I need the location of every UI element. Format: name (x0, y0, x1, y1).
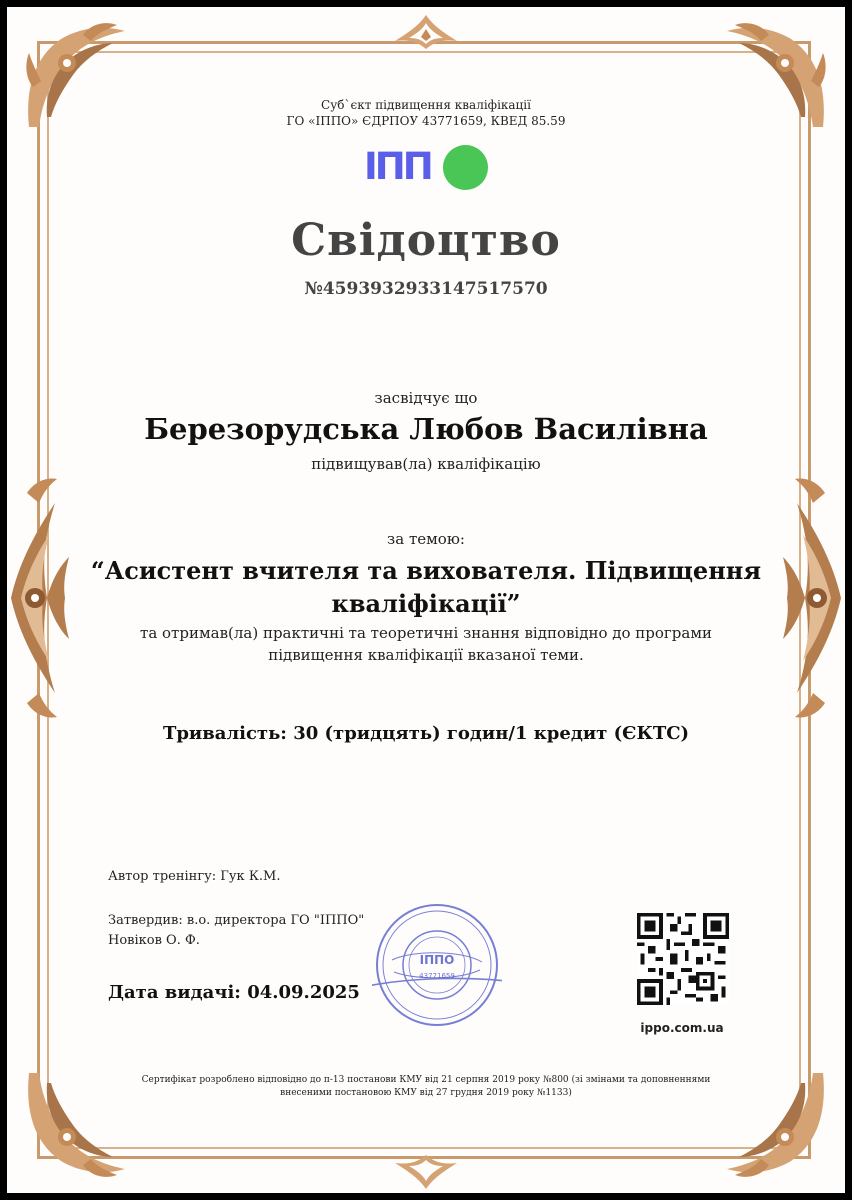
official-stamp (372, 900, 502, 1030)
certificate-number: №4593932933147517570 (304, 279, 548, 299)
website-link[interactable]: ippo.com.ua (640, 1021, 724, 1035)
certificate-sheet (7, 7, 845, 1193)
issue-date: Дата видачі: 04.09.2025 (108, 982, 360, 1003)
bottom-ornament (393, 1153, 459, 1191)
duration-text: Тривалість: 30 (тридцять) годин/1 кредит (ЄКТС) (162, 723, 690, 744)
description-line-1: та отримав(ла) практичні та теоретичні знання відповідно до програми (140, 624, 712, 642)
footer-note-line-2: внесеними постановою КМУ від 27 грудня 2019 року №1133) (280, 1088, 572, 1098)
issuer-line-1: Суб`єкт підвищення кваліфікації (321, 98, 531, 112)
recipient-name: Березорудська Любов Василівна (144, 412, 708, 446)
issuer-line-2: ГО «ІППО» ЄДРПОУ 43771659, КВЕД 85.59 (286, 114, 566, 128)
svg-text:ІППО: ІППО (419, 953, 455, 967)
qualification-text: підвищував(ла) кваліфікацію (311, 455, 541, 473)
training-author: Автор тренінгу: Гук К.М. (108, 869, 281, 884)
topic-line-2: кваліфікації” (331, 589, 521, 618)
qr-code[interactable] (637, 913, 729, 1005)
description-line-2: підвищення кваліфікації вказаної теми. (268, 646, 584, 664)
topic-label: за темою: (387, 530, 465, 548)
topic-line-1: “Асистент вчителя та вихователя. Підвищення (90, 556, 762, 585)
footer-note-line-1: Сертифікат розроблено відповідно до п-13 постанови КМУ від 21 серпня 2019 року №800 (зі змінами та доповненнями (141, 1075, 711, 1085)
footer-note (107, 1074, 745, 1100)
logo-circle-icon (443, 145, 488, 190)
top-ornament (393, 13, 459, 51)
approved-by-line-1: Затвердив: в.о. директора ГО "ІППО" (108, 913, 365, 928)
certificate-title: Свідоцтво (291, 215, 561, 266)
approved-by-line-2: Новіков О. Ф. (108, 933, 200, 948)
ippo-logo (364, 143, 489, 193)
certifies-that-label: засвідчує що (374, 389, 478, 407)
logo-text: ІПП (364, 145, 431, 188)
svg-text:43771659: 43771659 (419, 972, 455, 980)
